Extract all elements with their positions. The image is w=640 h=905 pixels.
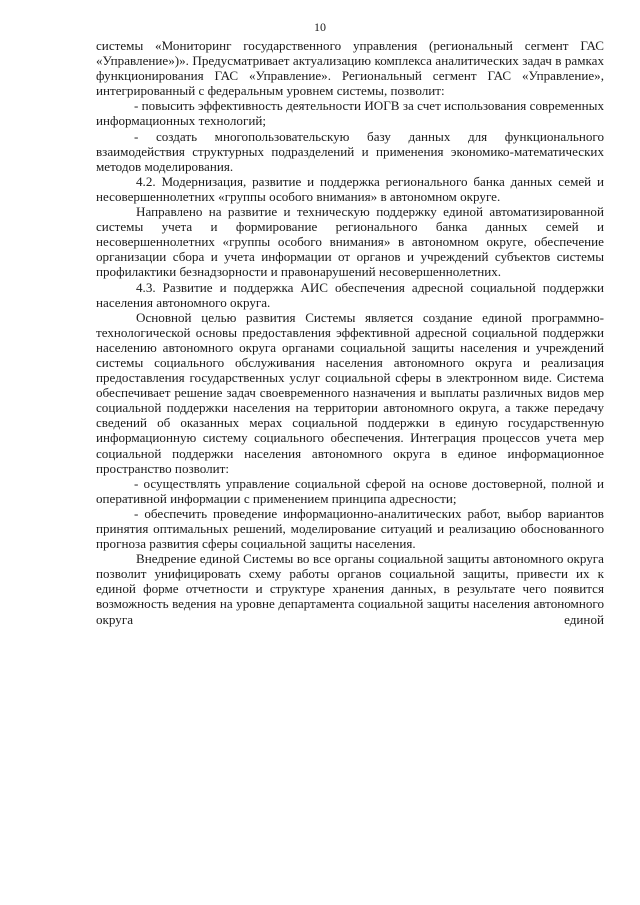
page-number: 10 <box>314 20 326 34</box>
list-item-management: - осуществлять управление социальной сферой на основе достоверной, полной и оперативной информации с применением принципа адресности; <box>96 475 604 506</box>
paragraph-system-monitoring: системы «Мониторинг государственного управления (региональный сегмент ГАС «Управление»)». Предусматривает актуализацию комплекса аналитических задач в рамках функционирования ГАС «Управление». Региональный сегмент ГАС «Управление», интегрированный с федеральным уровнем системы, позволит: <box>96 38 604 99</box>
document-body <box>96 38 604 627</box>
list-item-analytics: - обеспечить проведение информационно-аналитических работ, выбор вариантов принятия оптимальных решений, моделирование ситуаций и реализацию обоснованного прогноза развития сферы социальной защиты населения. <box>96 505 604 552</box>
section-heading-4-2: 4.2. Модернизация, развитие и поддержка регионального банка данных семей и несовершеннолетних «группы особого внимания» в автономном округе. <box>96 173 604 204</box>
paragraph-bank-data: Направлено на развитие и техническую поддержку единой автоматизированной системы учета и формирование регионального банка данных семей и несовершеннолетних «группы особого внимания» в автономном округе, обеспечение организации сбора и учета информации от органов и учреждений субъектов системы профилактики безнадзорности и правонарушений несовершеннолетних. <box>96 204 604 280</box>
section-heading-4-3: 4.3. Развитие и поддержка АИС обеспечения адресной социальной поддержки населения автономного округа. <box>96 279 604 310</box>
list-item-efficiency: - повысить эффективность деятельности ИОГВ за счет использования современных информационных технологий; <box>96 98 604 129</box>
paragraph-implementation: Внедрение единой Системы во все органы социальной защиты автономного округа позволит унифицировать схему работы органов социальной защиты, привести их к единой форме отчетности и структуре хранения данных, в результате чего появится возможность ведения на уровне департамента социальной защиты населения автономного округа единой <box>96 551 604 627</box>
paragraph-main-goal: Основной целью развития Системы является создание единой программно-технологической основы предоставления эффективной адресной социальной поддержки населению автономного округа органами социальной защиты населения и учреждений системы социального обслуживания населения автономного округа и реализация предоставления государственных услуг социальной сферы в электронном виде. Система обеспечивает решение задач своевременного назначения и выплаты различных видов мер социальной поддержки населения на территории автономного округа, а также передачу сведений об оказанных мерах социальной поддержки в единую государственную информационную систему социального обеспечения. Интеграция процессов учета мер социальной поддержки населения автономного округа в единое информационное пространство позволит: <box>96 309 604 476</box>
list-item-database: - создать многопользовательскую базу данных для функционального взаимодействия структурных подразделений и применения экономико-математических методов моделирования. <box>96 128 604 174</box>
